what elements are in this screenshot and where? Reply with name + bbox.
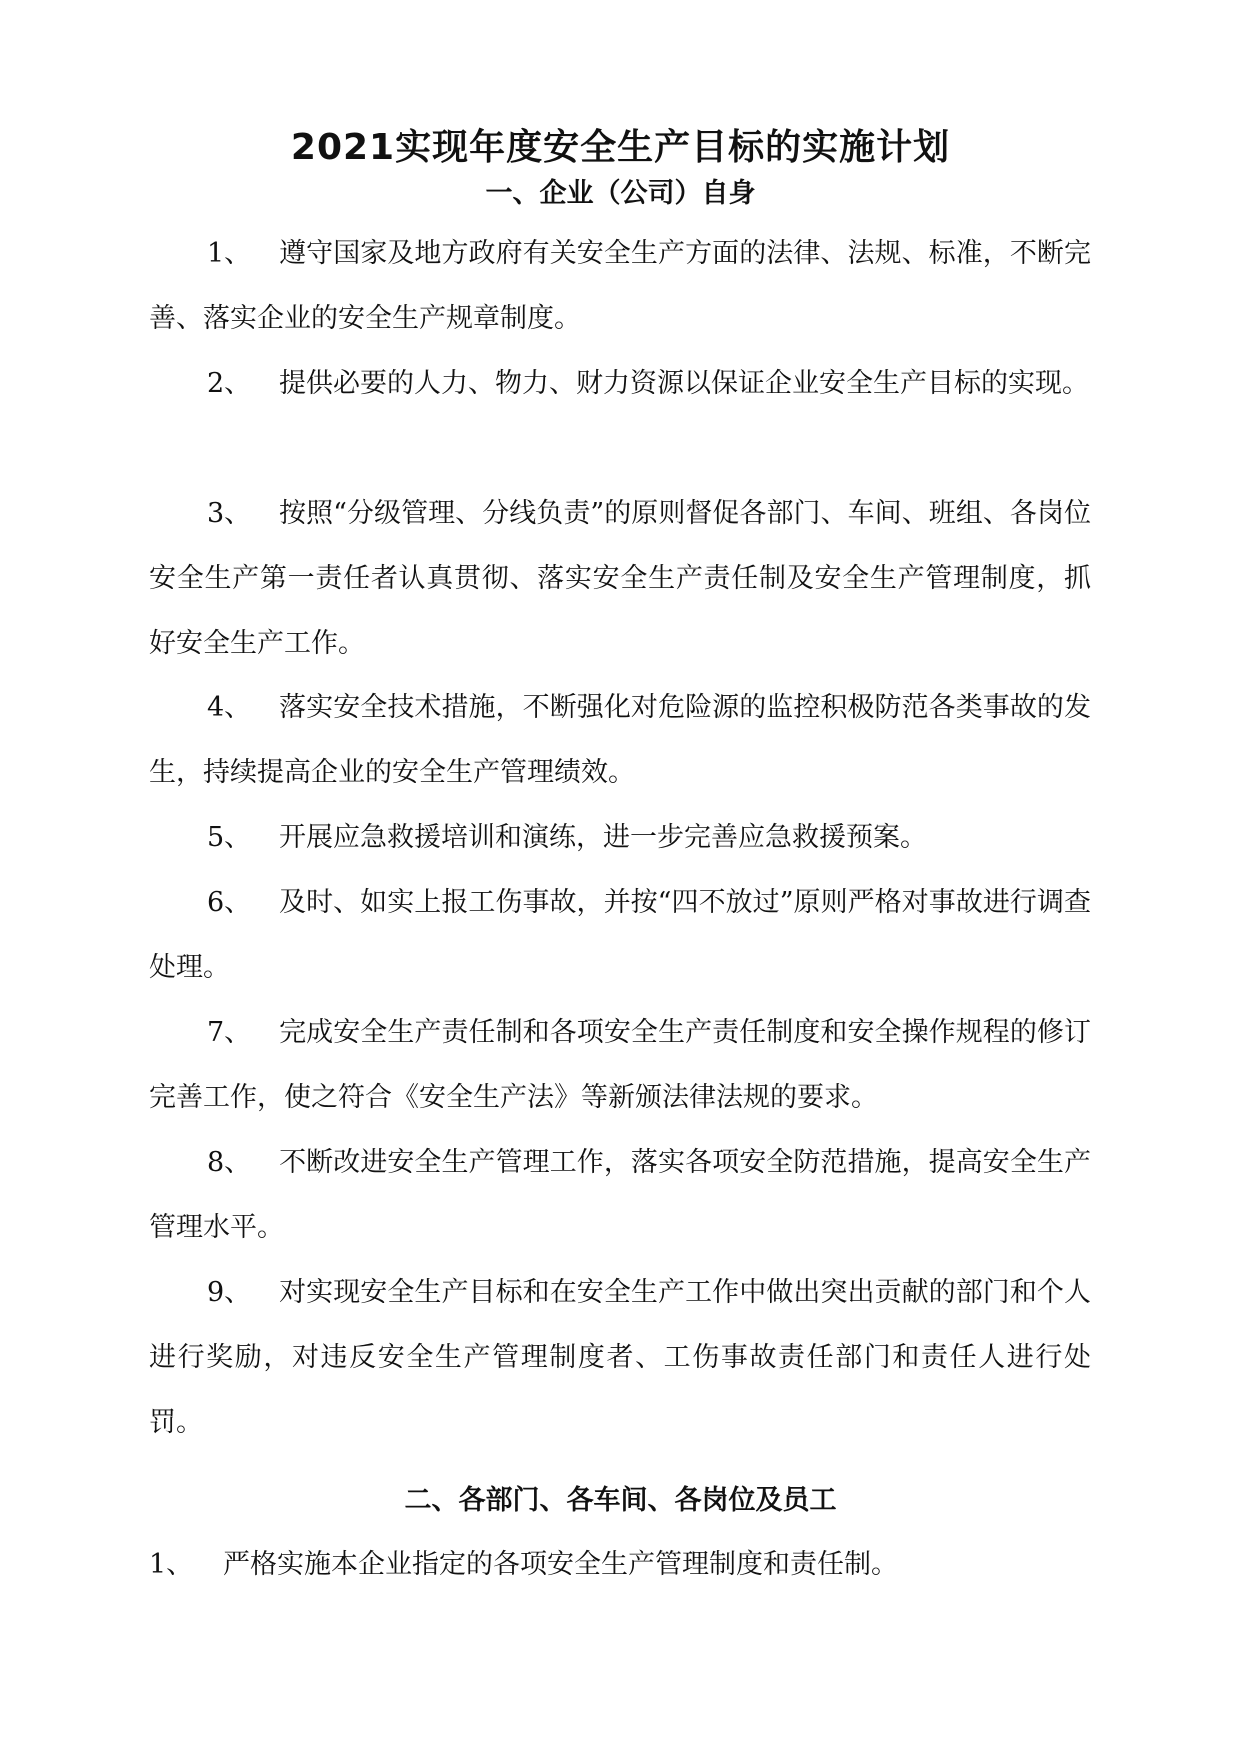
list-item (149, 870, 1091, 1000)
item-number: 9、 (207, 1277, 252, 1308)
item-text: 按照“分级管理、分线负责”的原则督促各部门、车间、班组、各岗位安全生产第一责任者认真贯彻、落实安全生产责任制及安全生产管理制度，抓好安全生产工作。 (149, 498, 1091, 659)
item-number: 4、 (207, 692, 252, 723)
item-number: 5、 (207, 822, 252, 853)
item-number: 8、 (207, 1147, 252, 1178)
item-text: 严格实施本企业指定的各项安全生产管理制度和责任制。 (223, 1549, 898, 1580)
item-text: 及时、如实上报工伤事故，并按“四不放过”原则严格对事故进行调查处理。 (149, 887, 1091, 983)
item-text: 落实安全技术措施，不断强化对危险源的监控积极防范各类事故的发生，持续提高企业的安全生产管理绩效。 (149, 692, 1091, 788)
list-item (149, 1545, 1091, 1585)
list-item (149, 675, 1091, 805)
item-text: 遵守国家及地方政府有关安全生产方面的法律、法规、标准，不断完善、落实企业的安全生产规章制度。 (149, 238, 1091, 334)
item-text: 对实现安全生产目标和在安全生产工作中做出突出贡献的部门和个人进行奖励，对违反安全生产管理制度者、工伤事故责任部门和责任人进行处罚。 (149, 1277, 1091, 1438)
item-text: 提供必要的人力、物力、财力资源以保证企业安全生产目标的实现。 (279, 368, 1089, 399)
item-number: 2、 (207, 368, 252, 399)
section-heading-1: 一、企业（公司）自身 (485, 178, 756, 209)
item-number: 6、 (207, 887, 252, 918)
item-number: 1、 (207, 238, 252, 269)
list-item (149, 805, 1091, 870)
document-title: 2021实现年度安全生产目标的实施计划 (290, 127, 951, 168)
list-item (149, 221, 1091, 351)
list-item (149, 1260, 1091, 1455)
item-number: 1、 (149, 1549, 194, 1580)
list-item (149, 1000, 1091, 1130)
item-text: 完成安全生产责任制和各项安全生产责任制度和安全操作规程的修订完善工作，使之符合《安全生产法》等新颁法律法规的要求。 (149, 1017, 1091, 1113)
item-number: 3、 (207, 498, 252, 529)
item-number: 7、 (207, 1017, 252, 1048)
item-text: 不断改进安全生产管理工作，落实各项安全防范措施，提高安全生产管理水平。 (149, 1147, 1091, 1243)
item-text: 开展应急救援培训和演练，进一步完善应急救援预案。 (279, 822, 927, 853)
section-heading-2: 二、各部门、各车间、各岗位及员工 (404, 1485, 837, 1516)
list-item (149, 1130, 1091, 1260)
list-item (149, 481, 1091, 676)
list-item (149, 351, 1091, 416)
